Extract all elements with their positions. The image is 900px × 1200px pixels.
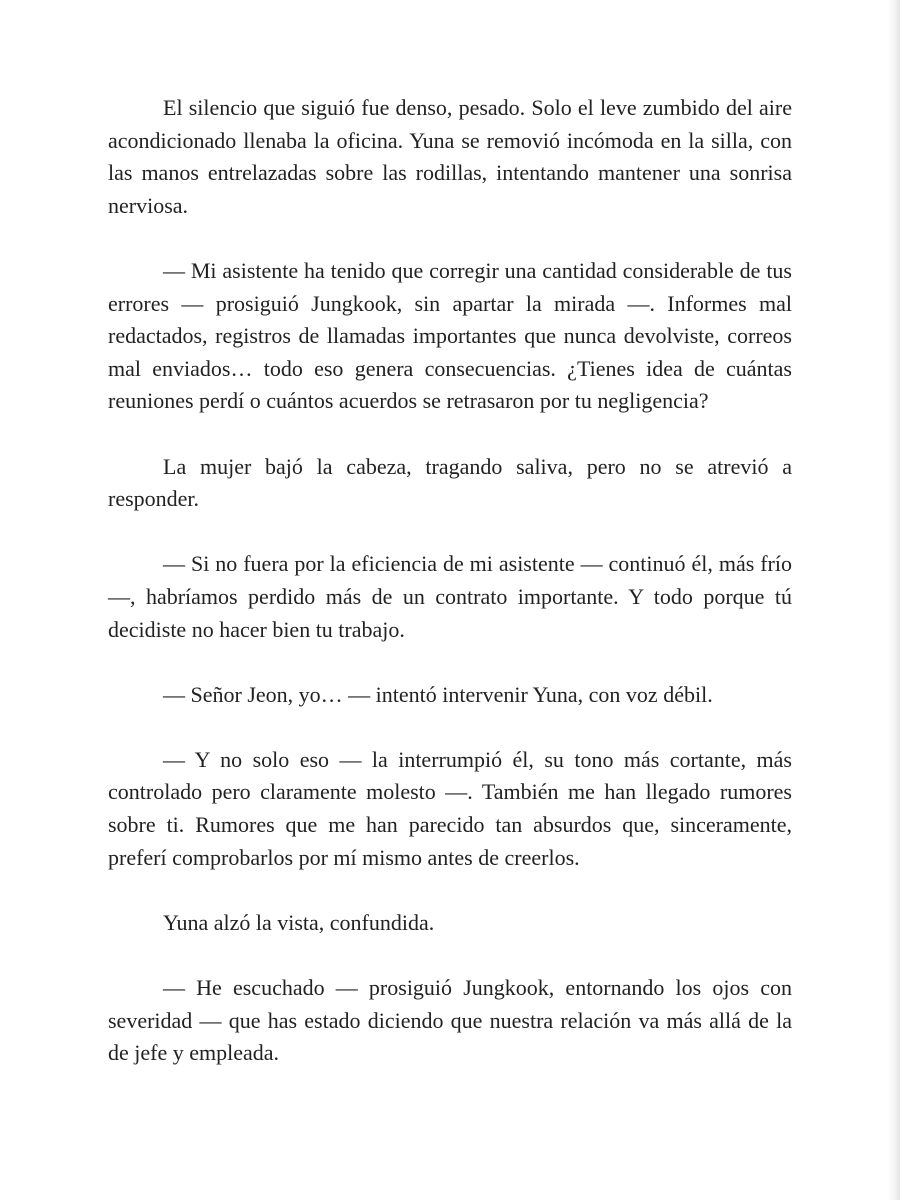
page-text	[108, 92, 792, 1070]
paragraph-1: El silencio que siguió fue denso, pesado. Solo el leve zumbido del aire acondicionado llenaba la oficina. Yuna se removió incómoda en la silla, con las manos entrelazadas sobre las rodillas, intentando mantener una sonrisa nerviosa.	[108, 95, 792, 218]
paragraph-8: — He escuchado — prosiguió Jungkook, entornando los ojos con severidad — que has estado diciendo que nuestra relación va más allá de la de jefe y empleada.	[108, 975, 792, 1066]
paragraph-5: — Señor Jeon, yo… — intentó intervenir Yuna, con voz débil.	[163, 681, 713, 707]
paragraph-4: — Si no fuera por la eficiencia de mi asistente — continuó él, más frío —, habríamos perdido más de un contrato importante. Y todo porque tú decidiste no hacer bien tu trabajo.	[108, 551, 792, 642]
paragraph-7: Yuna alzó la vista, confundida.	[163, 909, 435, 935]
page-edge-shadow	[888, 0, 900, 1200]
paragraph-3: La mujer bajó la cabeza, tragando saliva, pero no se atrevió a responder.	[108, 453, 792, 512]
paragraph-2: — Mi asistente ha tenido que corregir una cantidad considerable de tus errores — prosiguió Jungkook, sin apartar la mirada —. Informes mal redactados, registros de llamadas importantes que nunca devolviste, correos mal enviados… todo eso genera consecuencias. ¿Tienes idea de cuántas reuniones perdí o cuántos acuerdos se retrasaron por tu negligencia?	[108, 257, 792, 414]
paragraph-6: — Y no solo eso — la interrumpió él, su tono más cortante, más controlado pero claramente molesto —. También me han llegado rumores sobre ti. Rumores que me han parecido tan absurdos que, sinceramente, preferí comprobarlos por mí mismo antes de creerlos.	[108, 746, 792, 870]
